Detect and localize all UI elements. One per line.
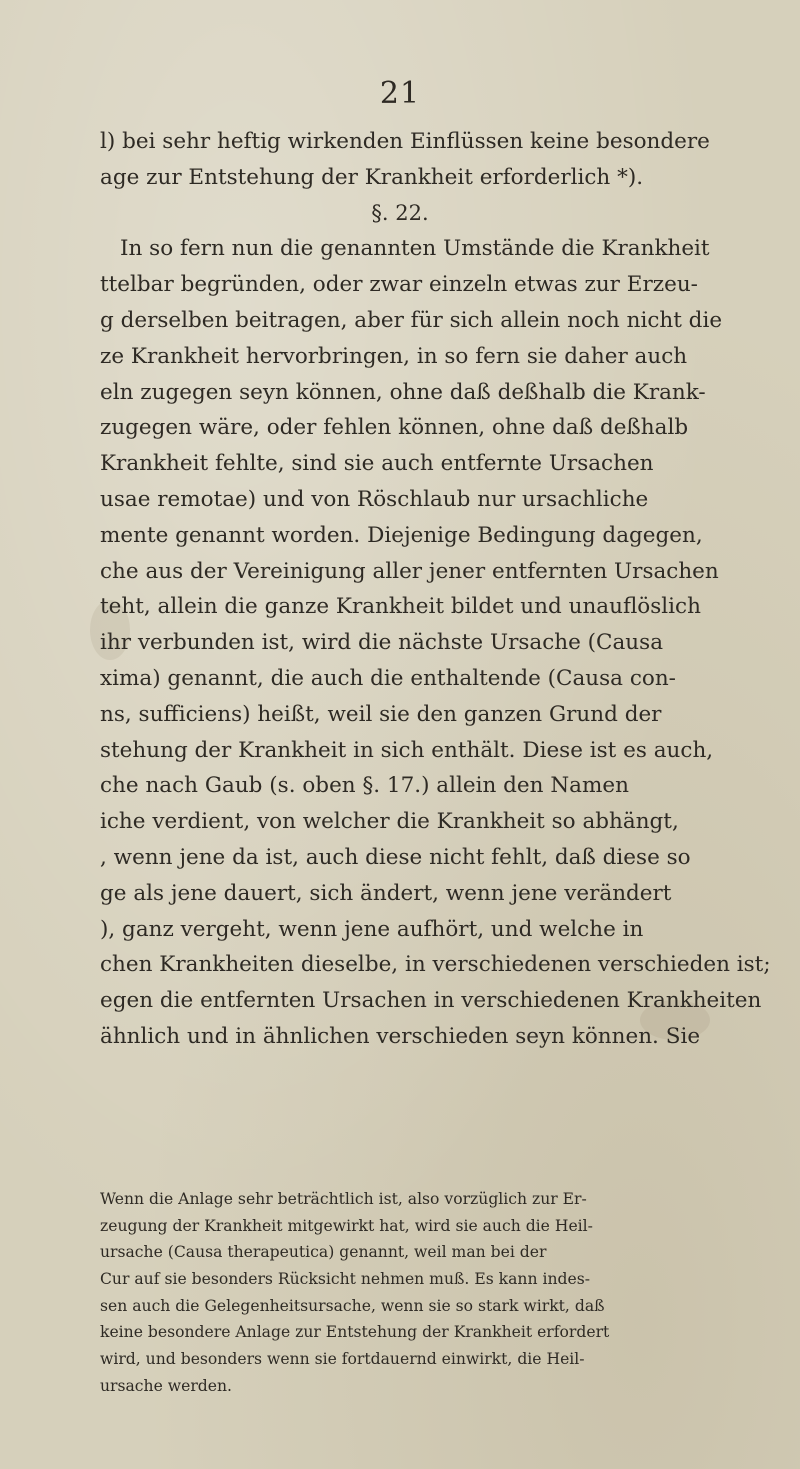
text-line: che aus der Vereinigung aller jener entfernten Ursachen [100, 558, 719, 584]
footnote-line: ursache (Causa therapeutica) genannt, weil man bei der [100, 1243, 547, 1262]
footnote-line: sen auch die Gelegenheitsursache, wenn sie so stark wirkt, daß [100, 1296, 605, 1315]
text-line: , wenn jene da ist, auch diese nicht fehlt, daß diese so [100, 844, 691, 870]
footnote-line: Cur auf sie besonders Rücksicht nehmen muß. Es kann indes- [100, 1270, 590, 1289]
footnote-line: keine besondere Anlage zur Entstehung der Krankheit erfordert [100, 1323, 610, 1342]
section-heading: §. 22. [371, 200, 429, 225]
text-line: eln zugegen seyn können, ohne daß deßhalb die Krank- [100, 379, 706, 405]
text-line: xima) genannt, die auch die enthaltende (Causa con- [100, 665, 676, 691]
text-line: zugegen wäre, oder fehlen können, ohne daß deßhalb [100, 415, 689, 441]
text-line: ze Krankheit hervorbringen, in so fern sie daher auch [100, 343, 688, 369]
text-line: ge als jene dauert, sich ändert, wenn jene verändert [100, 880, 672, 906]
text-line: l) bei sehr heftig wirkenden Einflüssen keine besondere [100, 129, 710, 154]
text-line: ihr verbunden ist, wird die nächste Ursache (Causa [100, 630, 664, 656]
footnote [100, 1186, 800, 1400]
text-line: mente genannt worden. Diejenige Bedingung dagegen, [100, 522, 703, 548]
text-line: usae remotae) und von Röschlaub nur ursachliche [100, 486, 649, 512]
text-line: chen Krankheiten dieselbe, in verschiedenen verschieden ist; [100, 952, 771, 978]
text-line: In so fern nun die genannten Umstände die Krankheit [120, 236, 710, 262]
text-line: iche verdient, von welcher die Krankheit so abhängt, [100, 809, 679, 835]
text-line: ähnlich und in ähnlichen verschieden seyn können. Sie [100, 1023, 701, 1049]
footnote-line: zeugung der Krankheit mitgewirkt hat, wird sie auch die Heil- [100, 1216, 593, 1235]
text-line: ns, sufficiens) heißt, weil sie den ganzen Grund der [100, 701, 662, 727]
text-line: egen die entfernten Ursachen in verschiedenen Krankheiten [100, 988, 762, 1014]
text-line: ), ganz vergeht, wenn jene aufhört, und welche in [100, 916, 644, 942]
text-line: Krankheit fehlte, sind sie auch entfernte Ursachen [100, 451, 654, 477]
page-number: 21 [379, 76, 421, 111]
text-line: che nach Gaub (s. oben §. 17.) allein den Namen [100, 773, 629, 799]
main-text [100, 124, 800, 1055]
footnote-line: Wenn die Anlage sehr beträchtlich ist, also vorzüglich zur Er- [100, 1190, 587, 1208]
text-line: ttelbar begründen, oder zwar einzeln etwas zur Erzeu- [100, 272, 698, 298]
text-line: stehung der Krankheit in sich enthält. Diese ist es auch, [100, 737, 714, 763]
text-line: age zur Entstehung der Krankheit erforderlich *). [100, 164, 644, 190]
footnote-line: wird, und besonders wenn sie fortdauernd einwirkt, die Heil- [100, 1350, 585, 1369]
footnote-line: ursache werden. [100, 1376, 232, 1395]
text-line: teht, allein die ganze Krankheit bildet und unauflöslich [100, 594, 701, 620]
text-line: g derselben beitragen, aber für sich allein noch nicht die [100, 307, 723, 333]
